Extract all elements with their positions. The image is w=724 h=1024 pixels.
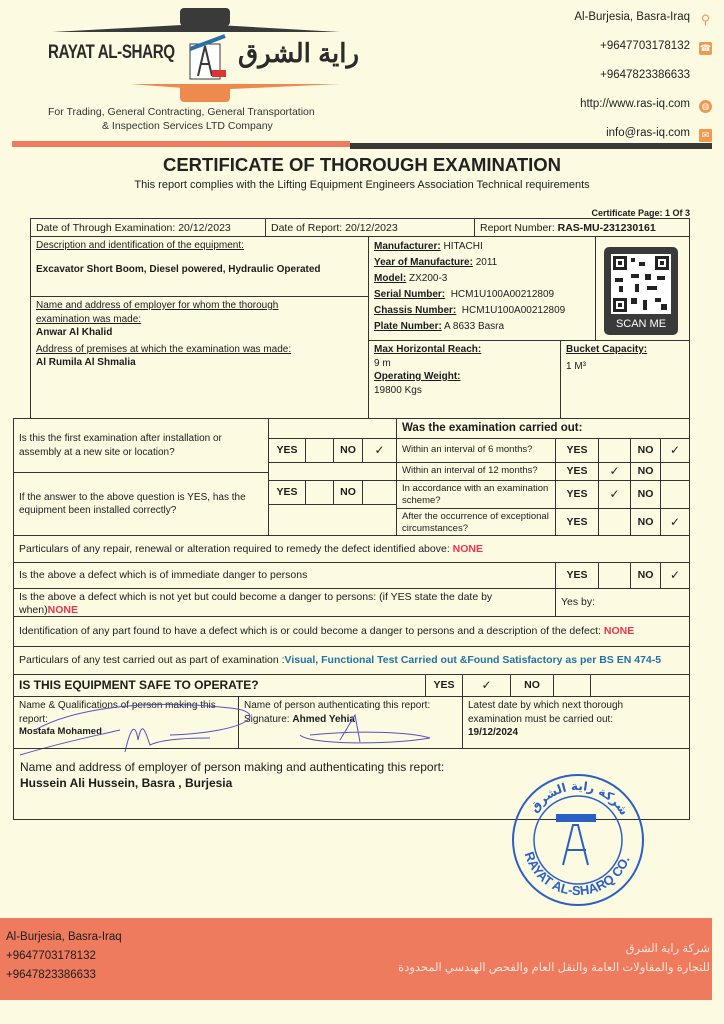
safe-yes-check[interactable]: ✓	[462, 674, 511, 697]
q1-yes[interactable]: YES	[268, 438, 306, 463]
first-exam-question: Is this the first examination after installation or assembly at a new site or location?	[13, 418, 269, 473]
interval-6-no[interactable]: NO	[630, 438, 661, 463]
company-name-ar: راية الشرق	[238, 38, 360, 68]
desc-label: Description and identification of the equipment:	[36, 240, 244, 251]
exceptional-yes-box[interactable]	[598, 508, 631, 536]
tests-label: Particulars of any test carried out as part of examination :	[19, 654, 285, 667]
bucket-label: Bucket Capacity:	[566, 344, 648, 355]
auth-label: Name of person authenticating this report:	[244, 700, 431, 711]
contact-phone-2: +9647823386633	[600, 69, 690, 81]
future-danger-label: Is the above a defect which is not yet but could become a danger to persons: (if YES state the date by when)	[19, 591, 493, 616]
yes-by-field[interactable]: Yes by:	[555, 588, 690, 617]
reach-weight-cell	[368, 340, 561, 419]
carried-out-heading: Was the examination carried out:	[396, 418, 690, 439]
report-number	[474, 218, 690, 237]
spec-value: A 8633 Basra	[441, 321, 505, 332]
certificate-page-label: Certificate Page: 1 Of 3	[591, 208, 690, 218]
exceptional-no-check[interactable]: ✓	[660, 508, 690, 536]
interval-12-months: Within an interval of 12 months?	[396, 462, 556, 481]
premises-value: Al Rumila Al Shmalia	[36, 357, 136, 368]
page-subtitle: This report complies with the Lifting Equipment Engineers Association Technical requirements	[134, 179, 590, 191]
q1-no[interactable]: NO	[333, 438, 363, 463]
contact-website[interactable]: http://www.ras-iq.com	[580, 98, 690, 110]
weight-value: 19800 Kgs	[374, 384, 422, 396]
telephone-icon: ☎	[699, 43, 712, 53]
employer-person-value: Hussein Ali Hussein, Basra , Burjesia	[20, 776, 233, 791]
equipment-description-cell	[30, 236, 369, 297]
interval-6-yes-box[interactable]	[598, 438, 631, 463]
q2-no-box[interactable]	[362, 480, 397, 505]
company-stamp	[508, 770, 648, 910]
immediate-danger-no[interactable]: NO	[630, 562, 661, 589]
spec-value: 2011	[472, 257, 498, 268]
blank-cell	[268, 418, 397, 439]
footer-address: Al-Burjesia, Basra-Iraq	[6, 931, 122, 943]
exam-scheme-yes[interactable]: YES	[555, 480, 599, 509]
footer-arabic-tagline: للتجارة والمقاولات العامة والنقل العام والفحص الهندسي المحدودة	[398, 962, 710, 974]
tests-value: Visual, Functional Test Carried out &Found Satisfactory as per BS EN 474-5	[284, 654, 662, 667]
tests-row	[13, 646, 690, 675]
interval-12-no-box[interactable]	[660, 462, 690, 481]
exam-scheme-no-box[interactable]	[660, 480, 690, 509]
future-danger-value: NONE	[47, 603, 78, 616]
identification-value: NONE	[603, 625, 635, 638]
exceptional-circumstances: After the occurrence of exceptional circumstances?	[396, 508, 556, 536]
exceptional-yes[interactable]: YES	[555, 508, 599, 536]
immediate-danger-no-check[interactable]: ✓	[660, 562, 690, 589]
blank-cell	[268, 504, 397, 536]
qr-code-icon	[611, 254, 671, 314]
globe-icon: ◍	[699, 100, 712, 113]
svg-text:RAYAT AL-SHARQ CO.: RAYAT AL-SHARQ CO.	[521, 849, 633, 899]
bucket-cell	[560, 340, 690, 419]
bucket-value: 1 M³	[566, 360, 586, 372]
report-date: Date of Report: 20/12/2023	[265, 218, 475, 237]
interval-12-yes-check[interactable]: ✓	[598, 462, 631, 481]
spec-year	[374, 255, 590, 271]
maker-label: Name & Qualifications of person making this report:	[19, 700, 216, 725]
report-number-value: RAS-MU-231230161	[557, 222, 656, 234]
spec-serial	[374, 287, 590, 303]
spec-value: HCM1U100A00212809	[456, 305, 566, 316]
desc-value: Excavator Short Boom, Diesel powered, Hydraulic Operated	[36, 263, 321, 275]
employer-value: Anwar Al Khalid	[36, 327, 113, 338]
footer-arabic-name: شركة راية الشرق	[625, 943, 710, 955]
employer-person-label: Name and address of employer of person making and authenticating this report:	[20, 760, 445, 774]
reach-label: Max Horizontal Reach:	[374, 344, 482, 355]
spec-plate	[374, 319, 590, 335]
contact-phone-1: +9647703178132	[600, 40, 690, 52]
spec-model	[374, 271, 590, 287]
next-exam-cell	[462, 696, 690, 749]
spec-label: Year of Manufacture:	[374, 257, 473, 268]
tagline-line-2: & Inspection Services LTD Company	[102, 120, 273, 132]
q2-yes-box[interactable]	[305, 480, 334, 505]
spec-value: HCM1U100A00212809	[445, 289, 555, 300]
interval-12-no[interactable]: NO	[630, 462, 661, 481]
weight-label: Operating Weight:	[374, 371, 461, 382]
identification-label: Identification of any part found to have a defect which is or could become a danger to persons and a description of the defect:	[19, 625, 604, 638]
immediate-danger-yes-box[interactable]	[598, 562, 631, 589]
premises-label: Address of premises at which the examination was made:	[36, 343, 292, 355]
svg-text:شركة راية الشرق: شركة راية الشرق	[526, 778, 632, 818]
interval-12-yes[interactable]: YES	[555, 462, 599, 481]
spec-label: Manufacturer:	[374, 241, 441, 252]
q2-no[interactable]: NO	[333, 480, 363, 505]
exam-scheme: In accordance with an examination scheme?	[396, 480, 556, 509]
spec-value: HITACHI	[440, 241, 483, 252]
future-danger-row	[13, 588, 556, 617]
contact-email[interactable]: info@ras-iq.com	[606, 127, 690, 139]
blank-cell	[268, 462, 397, 481]
installed-correctly-question: If the answer to the above question is YES, has the equipment been installed correctly?	[13, 472, 269, 536]
header-divider-dark	[350, 143, 712, 149]
exam-date: Date of Through Examination: 20/12/2023	[30, 218, 266, 237]
safe-no-box[interactable]	[553, 674, 591, 697]
next-exam-date: 19/12/2024	[468, 727, 519, 738]
repair-row	[13, 535, 690, 563]
q1-no-check[interactable]: ✓	[362, 438, 397, 463]
immediate-danger-yes[interactable]: YES	[555, 562, 599, 589]
repair-label: Particulars of any repair, renewal or alteration required to remedy the defect identified above:	[19, 542, 453, 555]
contact-address: Al-Burjesia, Basra-Iraq	[574, 11, 690, 23]
location-pin-icon: ⚲	[700, 11, 711, 27]
safe-to-operate-label: IS THIS EQUIPMENT SAFE TO OPERATE?	[13, 674, 426, 697]
employer-cell	[30, 296, 369, 419]
exceptional-no[interactable]: NO	[630, 508, 661, 536]
interval-6-months: Within an interval of 6 months?	[396, 438, 556, 463]
spec-label: Plate Number:	[374, 321, 442, 332]
exam-scheme-yes-check[interactable]: ✓	[598, 480, 631, 509]
q2-yes[interactable]: YES	[268, 480, 306, 505]
report-number-label: Report Number:	[480, 222, 558, 234]
spec-chassis	[374, 303, 590, 319]
spec-value: ZX200-3	[406, 273, 448, 284]
specs-cell	[368, 236, 596, 341]
q1-yes-box[interactable]	[305, 438, 334, 463]
spec-label: Model:	[374, 273, 407, 284]
safe-yes[interactable]: YES	[425, 674, 463, 697]
identification-row	[13, 616, 690, 647]
qr-code[interactable]	[604, 247, 678, 335]
next-exam-label: Latest date by which next thorough examination must be carried out:	[468, 700, 624, 725]
interval-6-yes[interactable]: YES	[555, 438, 599, 463]
repair-value: NONE	[452, 542, 484, 555]
maker-value: Mostafa Mohamed	[19, 726, 102, 737]
spec-label: Serial Number:	[374, 289, 446, 300]
spec-label: Chassis Number:	[374, 305, 457, 316]
header-divider-orange	[12, 141, 350, 147]
scan-me-label: SCAN ME	[615, 318, 667, 331]
envelope-icon: ✉	[699, 129, 712, 142]
page-title: CERTIFICATE OF THOROUGH EXAMINATION	[162, 154, 562, 175]
footer-bar	[0, 918, 712, 1000]
tagline-line-1: For Trading, General Contracting, General Transportation	[48, 106, 315, 118]
reach-value: 9 m	[374, 357, 391, 369]
safe-no[interactable]: NO	[510, 674, 554, 697]
auth-value: Ahmed Yehia	[292, 713, 355, 725]
qr-cell	[595, 236, 690, 341]
spec-manufacturer	[374, 239, 590, 255]
company-name-en: RAYAT AL-SHARQ	[48, 42, 175, 63]
employer-label: Name and address of employer for whom the thorough examination was made:	[36, 300, 279, 325]
auth-signature-label: Signature:	[244, 713, 293, 725]
immediate-danger-label: Is the above a defect which is of immediate danger to persons	[13, 562, 556, 589]
footer-phone-2: +9647823386633	[6, 969, 96, 981]
blank-cell	[590, 674, 690, 697]
interval-6-no-check[interactable]: ✓	[660, 438, 690, 463]
footer-phone-1: +9647703178132	[6, 950, 96, 962]
exam-scheme-no[interactable]: NO	[630, 480, 661, 509]
